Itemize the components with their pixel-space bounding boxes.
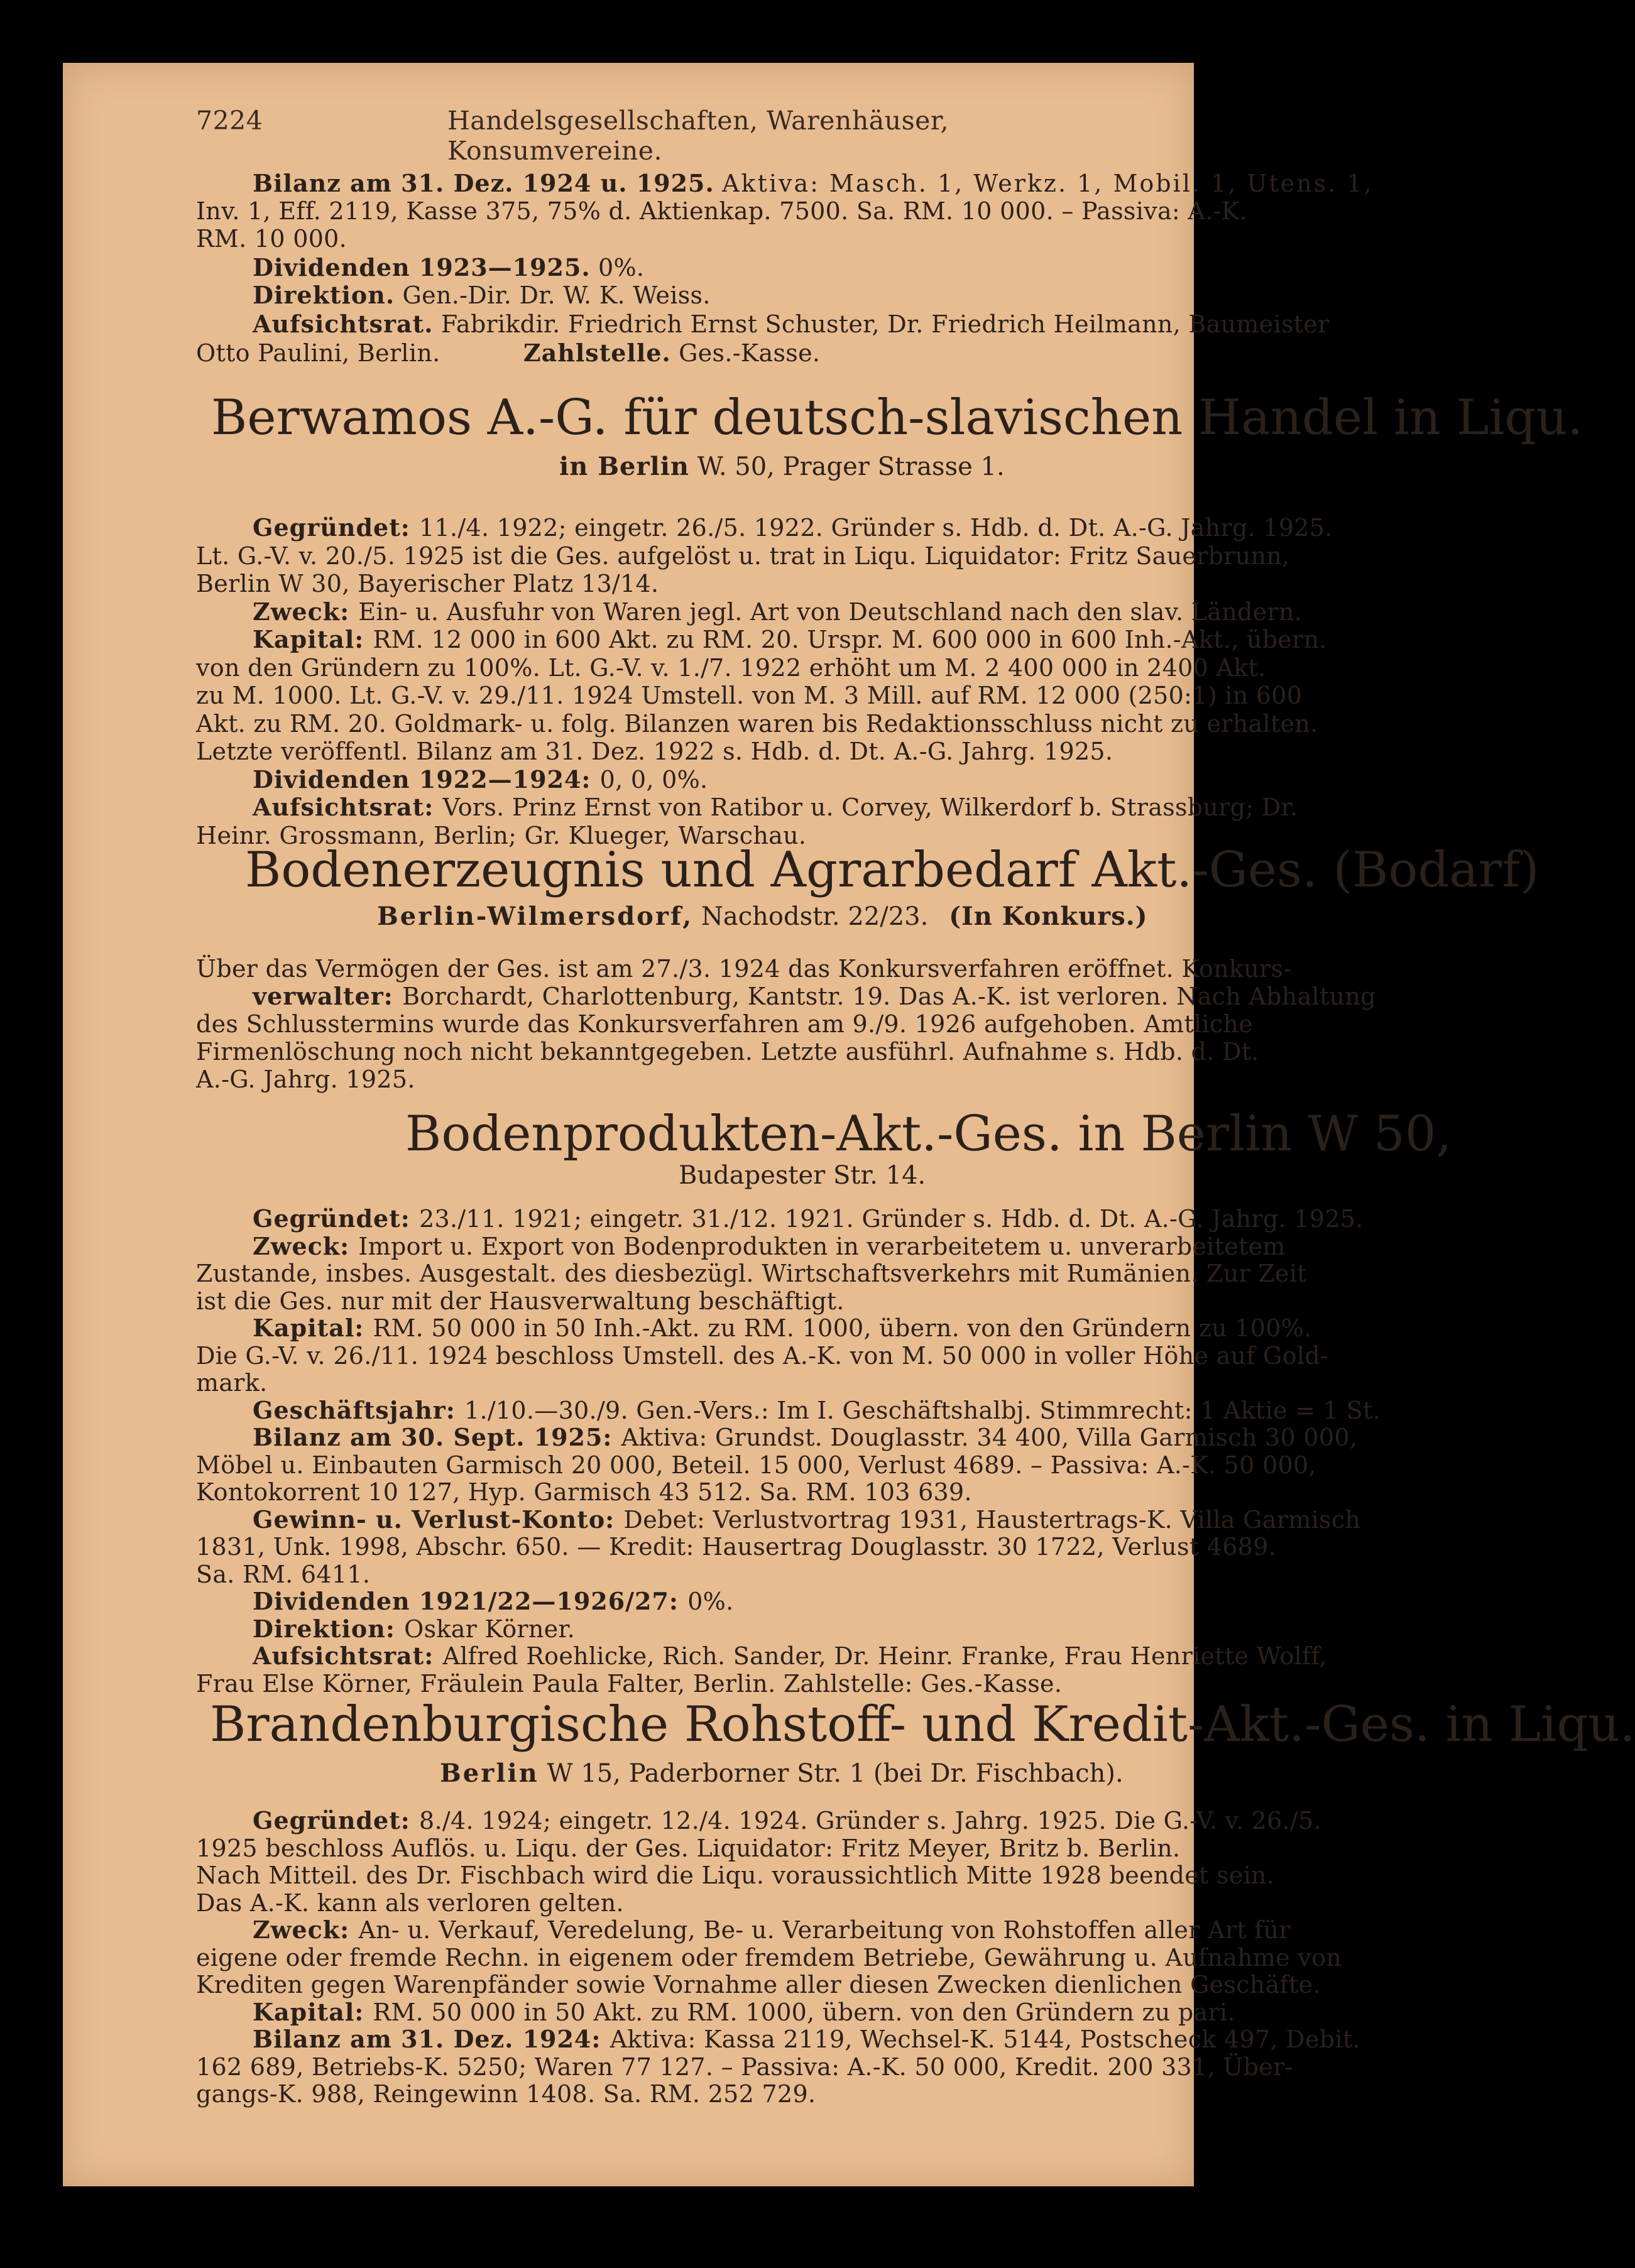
berwamos-line-text: Vors. Prinz Ernst von Ratibor u. Corvey, Wilkerdorf b. Strassburg; Dr.: [442, 793, 1298, 821]
bodenprodukten-line-text: Alfred Roehlicke, Rich. Sander, Dr. Heinr. Franke, Frau Henriette Wolff,: [442, 1642, 1327, 1670]
berwamos-line: [196, 570, 659, 597]
bodenprodukten-line-text: mark.: [196, 1369, 268, 1397]
brandenburgische-line-text: RM. 50 000 in 50 Akt. zu RM. 1000, übern. von den Gründern zu pari.: [373, 1998, 1235, 2026]
brandenburgische-line-text: An- u. Verkauf, Veredelung, Be- u. Verarbeitung von Rohstoffen aller Art für: [358, 1916, 1291, 1944]
bodenprodukten-line: [253, 1615, 575, 1643]
brandenburgische-line-text: Nach Mitteil. des Dr. Fischbach wird die Liqu. voraussichtlich Mitte 1928 beendet sein.: [196, 1862, 1275, 1889]
prev-bilanz-line: Bilanz am 31. Dez. 1924 u. 1925. Aktiva: Masch. 1, Werkz. 1, Mobil. 1, Utens. 1,: [253, 169, 1374, 197]
berwamos-line-text: von den Gründern zu 100%. Lt. G.-V. v. 1./7. 1922 erhöht um M. 2 400 000 in 2400 Akt.: [196, 653, 1266, 682]
brandenburgische-line-label: Gegründet:: [253, 1806, 420, 1835]
berwamos-line-text: Letzte veröffentl. Bilanz am 31. Dez. 1922 s. Hdb. d. Dt. A.-G. Jahrg. 1925.: [196, 738, 1113, 765]
bodenerzeugnis-line-label: verwalter:: [253, 982, 403, 1010]
berwamos-line-label: Zweck:: [253, 597, 359, 626]
bodenprodukten-line: [253, 1397, 1381, 1424]
berwamos-line: [196, 738, 1113, 765]
prev-bilanz-line-3: RM. 10 000.: [196, 225, 347, 253]
bodenprodukten-line-text: Import u. Export von Bodenprodukten in verarbeitetem u. unverarbeitetem: [358, 1232, 1286, 1260]
bodenprodukten-line-label: Zweck:: [253, 1231, 359, 1260]
bodenprodukten-line-label: Aufsichtsrat:: [253, 1642, 443, 1670]
berwamos-line: [253, 626, 1327, 653]
bodenprodukten-line-text: Zustande, insbes. Ausgestalt. des diesbezügl. Wirtschaftsverkehrs mit Rumänien. Zur Zeit: [196, 1260, 1307, 1287]
berwamos-line: [196, 542, 1289, 570]
company-title-berwamos: Berwamos A.-G. für deutsch-slavischen Handel in Liqu.: [211, 390, 1583, 446]
bodenprodukten-line: [196, 1533, 1276, 1561]
bodenprodukten-line: [253, 1588, 733, 1615]
bodenprodukten-line: [196, 1342, 1328, 1370]
brandenburgische-line: [196, 1889, 624, 1917]
bodenprodukten-line: [253, 1205, 1364, 1233]
bodenerzeugnis-address: Berlin-Wilmersdorf, Nachodstr. 22/23. (In Konkurs.): [377, 902, 1148, 931]
bodenprodukten-line-text: RM. 50 000 in 50 Inh.-Akt. zu RM. 1000, übern. von den Gründern zu 100%.: [373, 1314, 1312, 1342]
berwamos-line: [253, 514, 1333, 542]
brandenburgische-line: [253, 1998, 1235, 2026]
brandenburgische-line-text: Das A.-K. kann als verloren gelten.: [196, 1889, 624, 1917]
bodenprodukten-line-label: Bilanz am 30. Sept. 1925:: [253, 1423, 621, 1451]
brandenburgische-line: [196, 2080, 816, 2108]
brandenburgische-line: [196, 1944, 1342, 1971]
brandenburgische-line-label: Bilanz am 31. Dez. 1924:: [253, 2025, 610, 2053]
bodenprodukten-line-text: Frau Else Körner, Fräulein Paula Falter, Berlin. Zahlstelle: Ges.-Kasse.: [196, 1669, 1063, 1698]
bodenerzeugnis-line-text: Borchardt, Charlottenburg, Kantstr. 19. Das A.-K. ist verloren. Nach Abhaltung: [402, 983, 1376, 1010]
bodenerzeugnis-line: [196, 1010, 1253, 1038]
berwamos-line: [253, 766, 708, 793]
bodenerzeugnis-line: [196, 955, 1291, 983]
bodenprodukten-line: [196, 1478, 972, 1506]
brandenburgische-line: [253, 2025, 1360, 2053]
brandenburgische-line-label: Kapital:: [253, 1997, 373, 2026]
berwamos-line-text: Heinr. Grossmann, Berlin; Gr. Klueger, Warschau.: [196, 821, 807, 849]
bodenprodukten-line-text: 1831, Unk. 1998, Abschr. 650. — Kredit: Hausertrag Douglasstr. 30 1722, Verlust 4689.: [196, 1533, 1276, 1561]
bodenprodukten-line-label: Gewinn- u. Verlust-Konto:: [253, 1505, 624, 1534]
bodenprodukten-line-label: Dividenden 1921/22—1926/27:: [253, 1587, 688, 1615]
brandenburgische-line: [253, 1916, 1291, 1944]
company-title-bodenprodukten: Bodenprodukten-Akt.-Ges. in Berlin W 50,: [405, 1106, 1452, 1162]
prev-dividenden: Dividenden 1923—1925. 0%.: [253, 253, 645, 281]
bodenprodukten-line-text: 23./11. 1921; eingetr. 31./12. 1921. Gründer s. Hdb. d. Dt. A.-G. Jahrg. 1925.: [419, 1205, 1364, 1233]
brandenburgische-line: [196, 1835, 1180, 1862]
berwamos-line: [196, 710, 1318, 738]
brandenburgische-line: [253, 1807, 1321, 1835]
bodenerzeugnis-line: [196, 1038, 1259, 1066]
bodenprodukten-line: [253, 1424, 1357, 1451]
bodenerzeugnis-line: [253, 983, 1376, 1010]
bodenprodukten-line-label: Direktion:: [253, 1614, 405, 1643]
bodenprodukten-line-text: Aktiva: Grundst. Douglasstr. 34 400, Villa Garmisch 30 000,: [621, 1424, 1358, 1451]
bodenprodukten-line-text: Oskar Körner.: [404, 1615, 576, 1643]
bodenerzeugnis-line-text: Firmenlöschung noch nicht bekanntgegeben. Letzte ausführl. Aufnahme s. Hdb. d. Dt.: [196, 1038, 1259, 1066]
berwamos-address: in Berlin W. 50, Prager Strasse 1.: [559, 452, 1005, 481]
page-number: 7224: [196, 106, 263, 136]
bodenprodukten-line-text: Die G.-V. v. 26./11. 1924 beschloss Umstell. des A.-K. von M. 50 000 in voller Höhe auf Gold-: [196, 1341, 1329, 1370]
brandenburgische-line-text: 1925 beschloss Auflös. u. Liqu. der Ges. Liquidator: Fritz Meyer, Britz b. Berlin.: [196, 1834, 1181, 1862]
berwamos-line-text: zu M. 1000. Lt. G.-V. v. 29./11. 1924 Umstell. von M. 3 Mill. auf RM. 12 000 (250:1) in 600: [196, 682, 1303, 709]
bodenprodukten-line-text: Kontokorrent 10 127, Hyp. Garmisch 43 512. Sa. RM. 103 639.: [196, 1478, 972, 1506]
bodenprodukten-line-label: Kapital:: [253, 1314, 373, 1342]
brandenburgische-line-text: 162 689, Betriebs-K. 5250; Waren 77 127. – Passiva: A.-K. 50 000, Kredit. 200 331, Über-: [196, 2053, 1293, 2081]
bodenprodukten-line: [196, 1561, 370, 1588]
prev-direktion: Direktion. Gen.-Dir. Dr. W. K. Weiss.: [253, 281, 711, 309]
prev-aufsichtsrat: Aufsichtsrat. Fabrikdir. Friedrich Ernst Schuster, Dr. Friedrich Heilmann, Baumeister: [253, 310, 1330, 338]
berwamos-line-text: Ein- u. Ausfuhr von Waren jegl. Art von Deutschland nach den slav. Ländern.: [358, 597, 1303, 626]
bodenprodukten-line-text: ist die Ges. nur mit der Hausverwaltung beschäftigt.: [196, 1287, 845, 1315]
brandenburgische-line-text: Aktiva: Kassa 2119, Wechsel-K. 5144, Postscheck 497, Debit.: [610, 2025, 1360, 2053]
brandenburgische-line-text: Krediten gegen Warenpfänder sowie Vornahme aller diesen Zwecken dienlichen Geschäfte.: [196, 1971, 1321, 1998]
book-page: [63, 63, 1635, 2186]
bodenerzeugnis-line-text: A.-G. Jahrg. 1925.: [196, 1066, 415, 1093]
brandenburgische-line: [196, 1862, 1274, 1889]
bodenprodukten-line-label: Gegründet:: [253, 1204, 420, 1233]
brandenburgische-line-text: gangs-K. 988, Reingewinn 1408. Sa. RM. 252 729.: [196, 2080, 816, 2108]
brandenburgische-line-text: 8./4. 1924; eingetr. 12./4. 1924. Gründer s. Jahrg. 1925. Die G.-V. v. 26./5.: [419, 1807, 1321, 1835]
company-title-brandenburgische: Brandenburgische Rohstoff- und Kredit-Akt.-Ges. in Liqu.: [210, 1696, 1635, 1753]
bodenprodukten-line-label: Geschäftsjahr:: [253, 1395, 464, 1424]
bodenprodukten-line-text: Debet: Verlustvortrag 1931, Haustertrags-K. Villa Garmisch: [623, 1505, 1361, 1534]
bodenprodukten-line-text: Sa. RM. 6411.: [196, 1560, 371, 1588]
brandenburgische-line-label: Zweck:: [253, 1916, 359, 1944]
berwamos-line-text: RM. 12 000 in 600 Akt. zu RM. 20. Urspr. M. 600 000 in 600 Inh.-Akt., übern.: [373, 626, 1327, 653]
berwamos-line-text: Akt. zu RM. 20. Goldmark- u. folg. Bilanzen waren bis Redaktionsschluss nicht zu erhalten.: [196, 709, 1318, 738]
berwamos-line-label: Kapital:: [253, 625, 373, 653]
berwamos-line: [196, 682, 1302, 709]
berwamos-line: [253, 598, 1302, 626]
berwamos-line-label: Dividenden 1922—1924:: [253, 765, 600, 793]
brandenburgische-line: [196, 2053, 1293, 2081]
bodenerzeugnis-line-text: Über das Vermögen der Ges. ist am 27./3. 1924 das Konkursverfahren eröffnet. Konkurs-: [196, 955, 1292, 983]
berwamos-line-label: Aufsichtsrat:: [253, 793, 443, 821]
prev-aufsichtsrat-2: Otto Paulini, Berlin. Zahlstelle. Ges.-Kasse.: [196, 339, 821, 367]
berwamos-line-text: 0, 0, 0%.: [599, 765, 708, 793]
brandenburgische-line: [196, 1971, 1321, 1998]
bodenprodukten-line-text: Möbel u. Einbauten Garmisch 20 000, Beteil. 15 000, Verlust 4689. – Passiva: A.-K. 50 000,: [196, 1451, 1316, 1479]
berwamos-line-label: Gegründet:: [253, 513, 420, 542]
berwamos-line-text: Lt. G.-V. v. 20./5. 1925 ist die Ges. aufgelöst u. trat in Liqu. Liquidator: Fritz Sauerbrunn,: [196, 542, 1290, 570]
brandenburgische-line-text: eigene oder fremde Rechn. in eigenem oder fremdem Betriebe, Gewährung u. Aufnahme von: [196, 1943, 1342, 1971]
brandenburgische-address: Berlin W 15, Paderborner Str. 1 (bei Dr. Fischbach).: [440, 1758, 1124, 1788]
prev-bilanz-line-2: Inv. 1, Eff. 2119, Kasse 375, 75% d. Aktienkap. 7500. Sa. RM. 10 000. – Passiva: A.-K.: [196, 197, 1247, 225]
running-title: Handelsgesellschaften, Warenhäuser, Konsumvereine.: [447, 106, 949, 166]
bodenerzeugnis-line-text: des Schlusstermins wurde das Konkursverfahren am 9./9. 1926 aufgehoben. Amtliche: [196, 1010, 1254, 1038]
bodenprodukten-line: [253, 1506, 1360, 1534]
berwamos-line-text: 11./4. 1922; eingetr. 26./5. 1922. Gründer s. Hdb. d. Dt. A.-G. Jahrg. 1925.: [419, 514, 1333, 542]
bodenprodukten-line: [196, 1451, 1316, 1479]
bodenprodukten-line: [196, 1369, 267, 1397]
bodenprodukten-line-text: 0%.: [687, 1588, 734, 1615]
berwamos-line-text: Berlin W 30, Bayerischer Platz 13/14.: [196, 570, 659, 597]
bodenprodukten-line: [253, 1233, 1286, 1260]
bodenerzeugnis-line: [196, 1066, 415, 1093]
company-title-bodenerzeugnis: Bodenerzeugnis und Agrarbedarf Akt.-Ges. (Bodarf): [245, 842, 1539, 898]
bodenprodukten-line: [196, 1670, 1062, 1698]
bodenprodukten-line-text: 1./10.—30./9. Gen.-Vers.: Im I. Geschäftshalbj. Stimmrecht: 1 Aktie = 1 St.: [464, 1396, 1381, 1424]
bodenprodukten-line: [253, 1642, 1327, 1670]
berwamos-line: [253, 793, 1298, 821]
bodenprodukten-address: Budapester Str. 14.: [679, 1161, 926, 1190]
bodenprodukten-line: [253, 1314, 1312, 1342]
berwamos-line: [196, 654, 1266, 682]
bodenprodukten-line: [196, 1260, 1307, 1287]
bodenprodukten-line: [196, 1287, 845, 1315]
